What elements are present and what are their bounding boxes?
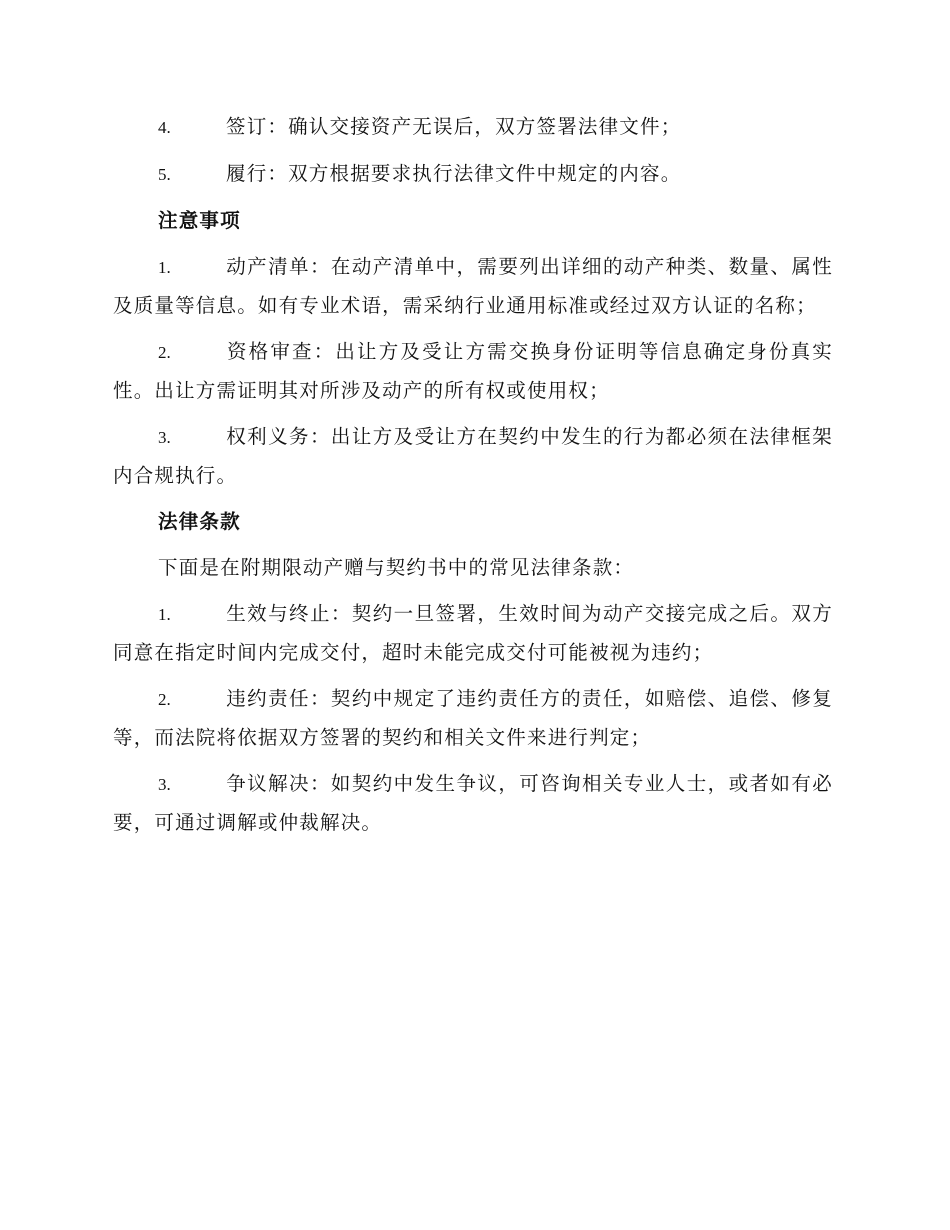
item-text: 动产清单：在动产清单中，需要列出详细的动产种类、数量、属性及质量等信息。如有专业术语，需采纳行业通用标准或经过双方认证的名称；	[113, 255, 833, 317]
item-number: 2.	[158, 343, 171, 362]
item-number: 1.	[158, 258, 171, 277]
process-item	[113, 108, 833, 147]
item-number: 3.	[158, 775, 171, 794]
item-text: 履行：双方根据要求执行法律文件中规定的内容。	[226, 162, 682, 185]
legal-item	[113, 680, 833, 757]
item-text: 资格审查：出让方及受让方需交换身份证明等信息确定身份真实性。出让方需证明其对所涉及动产的所有权或使用权；	[113, 340, 833, 402]
legal-item	[113, 765, 833, 842]
item-number: 1.	[158, 605, 171, 624]
item-text: 签订：确认交接资产无误后，双方签署法律文件；	[226, 115, 682, 138]
item-number: 2.	[158, 690, 171, 709]
section-heading-notes: 注意事项	[158, 209, 241, 232]
item-text: 权利义务：出让方及受让方在契约中发生的行为都必须在法律框架内合规执行。	[113, 425, 833, 487]
item-text: 违约责任：契约中规定了违约责任方的责任，如赔偿、追偿、修复等，而法院将依据双方签署的契约和相关文件来进行判定；	[113, 687, 833, 749]
legal-intro: 下面是在附期限动产赠与契约书中的常见法律条款：	[158, 556, 635, 579]
item-number: 3.	[158, 428, 171, 447]
item-text: 生效与终止：契约一旦签署，生效时间为动产交接完成之后。双方同意在指定时间内完成交付，超时未能完成交付可能被视为违约；	[113, 602, 833, 664]
document-body	[113, 108, 833, 850]
item-number: 4.	[158, 118, 171, 137]
notes-item	[113, 248, 833, 325]
notes-item	[113, 333, 833, 410]
item-text: 争议解决：如契约中发生争议，可咨询相关专业人士，或者如有必要，可通过调解或仲裁解决。	[113, 772, 833, 834]
notes-item	[113, 418, 833, 495]
legal-item	[113, 595, 833, 672]
process-item	[113, 155, 833, 194]
section-heading-legal: 法律条款	[158, 510, 241, 533]
item-number: 5.	[158, 165, 171, 184]
